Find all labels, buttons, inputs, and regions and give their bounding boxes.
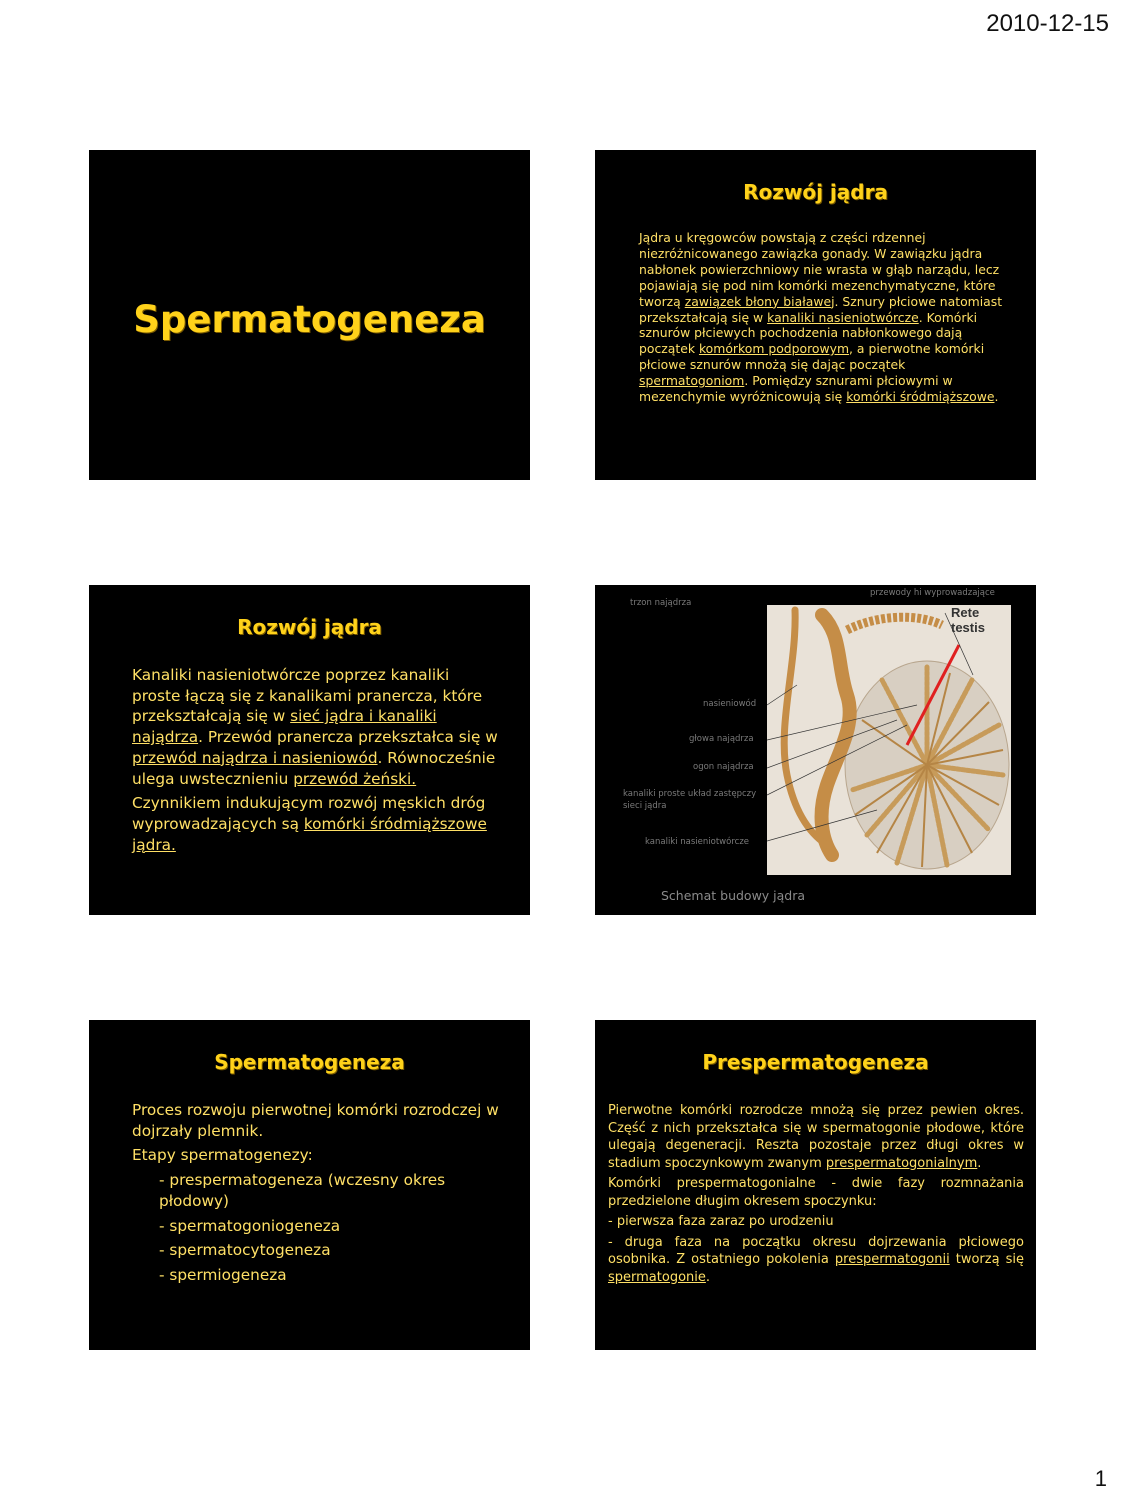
- diagram-caption: Schemat budowy jądra: [661, 888, 806, 903]
- paragraph: Proces rozwoju pierwotnej komórki rozrodczej w dojrzały plemnik.: [132, 1101, 499, 1140]
- paragraph: [132, 665, 502, 789]
- slide-rozwoj-jadra-1: [595, 150, 1036, 480]
- list-item: - spermatogoniogeneza: [159, 1216, 341, 1235]
- rete-testis-label: Rete testis: [951, 605, 985, 635]
- term-link: komórki śródmiąższowe: [846, 389, 995, 405]
- slide-testis-diagram: [595, 585, 1036, 915]
- term-link: spermatogoniom: [639, 373, 745, 389]
- text: Jądra u kręgowców powstają z części rdzennej niezróżnicowanego zawiązka gonady. W zawiązku jądra nabłonek powierzchniowy nie wrasta w głąb narządu, lecz pojawiają się pod nim komórki mezenchymatyczne, które tworzą: [639, 230, 1000, 309]
- text: .: [977, 1155, 982, 1171]
- term-link: sieć jądra i kanaliki najądrza: [132, 707, 437, 747]
- testis-drawing: [767, 605, 1011, 875]
- text: - druga faza na początku okresu dojrzewania płciowego osobnika. Z ostatniego pokolenia: [608, 1234, 1024, 1267]
- page-date: 2010-12-15: [986, 10, 1109, 37]
- text: Pierwotne komórki rozrodcze mnożą się przez pewien okres. Część z nich przekształca się w spermatogonie płodowe, które ulegają degeneracji. Reszta pozostaje przez długi okres w stadium spoczynkowym zwanym: [608, 1103, 1024, 1171]
- term-link: przewód najądrza i nasieniowód: [132, 748, 378, 767]
- term-link: przewód żeński.: [293, 769, 417, 788]
- slide-title: [89, 150, 530, 480]
- slide-title-text: Spermatogeneza: [133, 298, 486, 341]
- text: . Równocześnie ulega uwstecznieniu: [132, 748, 496, 788]
- term-link: komórki śródmiąższowe jądra.: [132, 814, 487, 854]
- text: . Pomiędzy sznurami płciowymi w mezenchymie wyróżnicowują się: [639, 373, 953, 405]
- list-item: - spermiogeneza: [159, 1265, 287, 1284]
- label-kanaliki-nas: kanaliki nasieniotwórcze: [645, 837, 750, 847]
- text: . Przewód pranercza przekształca się w: [198, 728, 498, 747]
- slide-heading: Rozwój jądra: [743, 180, 888, 204]
- text: . Komórki sznurów płciewych pochodzenia nabłonkowego dają początek: [639, 309, 978, 357]
- slide-body: [608, 1102, 1024, 1289]
- term-link: prespermatogonii: [834, 1252, 950, 1267]
- text: Kanaliki nasieniotwórcze poprzez kanaliki proste łączą się z kanalikami pranercza, które przekształcają się w: [132, 666, 483, 726]
- paragraph: [132, 793, 502, 855]
- text: .: [705, 1269, 711, 1285]
- paragraph: [608, 1102, 1024, 1172]
- slide-rozwoj-jadra-2: [89, 585, 530, 915]
- slide-heading: Spermatogeneza: [214, 1050, 405, 1074]
- text: tworzą się: [949, 1252, 1025, 1267]
- label-trzon: trzon najądrza: [630, 598, 692, 608]
- text: Czynnikiem indukującym rozwój męskich dróg wyprowadzających są: [132, 794, 486, 833]
- list-item: - spermatocytogeneza: [159, 1241, 331, 1260]
- label-kanaliki-proste: kanaliki proste układ zastępczy: [623, 789, 757, 799]
- paragraph: Etapy spermatogenezy:: [132, 1146, 313, 1165]
- paragraph: - pierwsza faza zaraz po urodzeniu: [608, 1214, 834, 1229]
- slide-prespermatogeneza: [595, 1020, 1036, 1350]
- label-nasieniowod: nasieniowód: [703, 699, 757, 709]
- paragraph: Komórki prespermatogonialne - dwie fazy rozmnażania przedzielone długim okresem spoczynku:: [608, 1176, 1024, 1209]
- page-number: 1: [1094, 1466, 1107, 1491]
- term-link: zawiązek błony białawej: [684, 293, 835, 309]
- testis-illustration: [767, 605, 1011, 875]
- term-link: kanaliki nasieniotwórcze: [767, 309, 919, 325]
- label-ogon: ogon najądrza: [693, 762, 754, 772]
- term-link: komórkom podporowym: [698, 341, 850, 357]
- slide-body: [132, 665, 502, 855]
- term-link: prespermatogonialnym: [825, 1155, 978, 1171]
- label-kanaliki-proste-2: sieci jądra: [623, 801, 667, 811]
- term-link: spermatogonie: [608, 1269, 706, 1285]
- label-glowa: głowa najądrza: [689, 734, 754, 744]
- list-item: - prespermatogeneza (wczesny okres płodowy): [159, 1171, 446, 1210]
- text: . Sznury płciowe natomiast przekształcają się w: [639, 293, 1003, 325]
- slide-body: [132, 1100, 512, 1290]
- paragraph: [608, 1234, 1024, 1287]
- slide-heading: Prespermatogeneza: [702, 1050, 929, 1074]
- text: , a pierwotne komórki płciowe sznurów mnożą się dając początek: [639, 341, 985, 373]
- slide-body: [639, 230, 1009, 405]
- label-przewody: przewody hi wyprowadzające: [870, 588, 995, 598]
- slide-heading: Rozwój jądra: [237, 615, 382, 639]
- text: .: [994, 389, 999, 405]
- slide-spermatogeneza: [89, 1020, 530, 1350]
